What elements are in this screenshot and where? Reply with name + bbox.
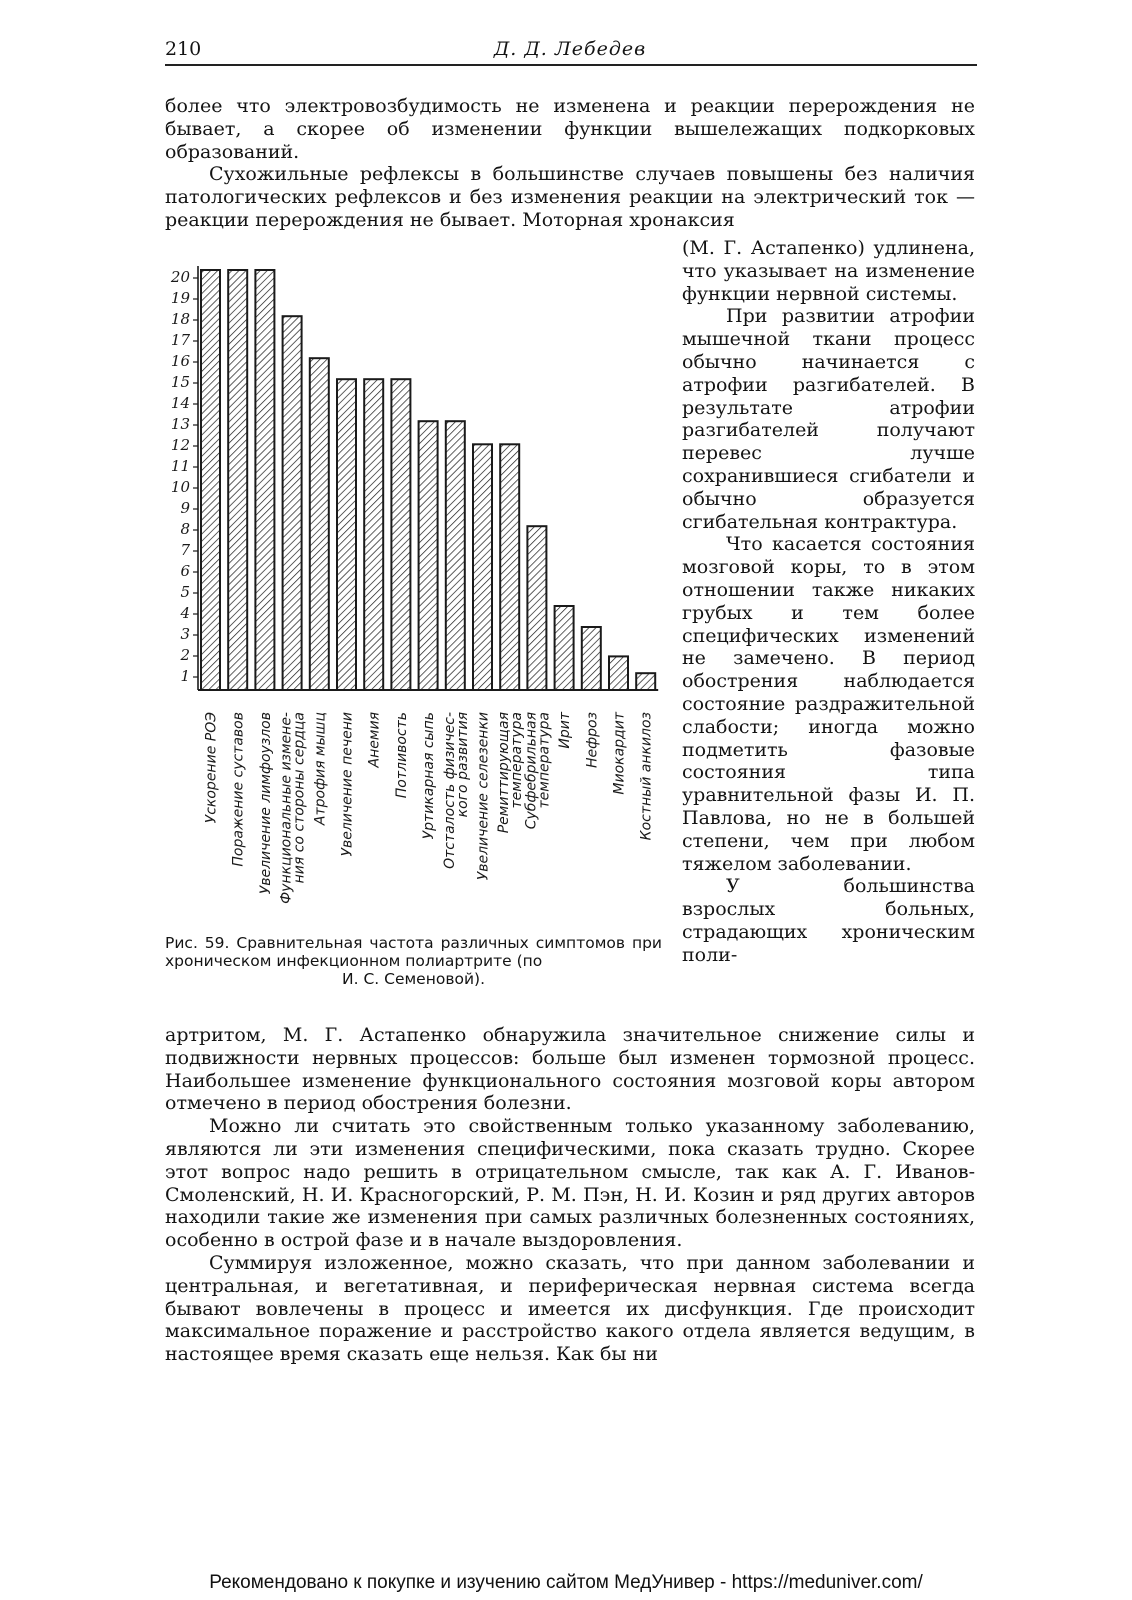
y-tick-label: 7 — [180, 541, 190, 559]
category-label: Отсталость физичес- — [441, 712, 458, 869]
y-tick-label: 15 — [170, 373, 190, 391]
footer-note — [0, 1572, 1132, 1594]
bar — [582, 627, 601, 690]
category-label: Атрофия мышц — [312, 712, 329, 826]
bar — [337, 379, 356, 690]
y-tick-label: 14 — [170, 394, 190, 412]
symptom-frequency-chart — [155, 255, 675, 945]
bar — [500, 444, 519, 690]
category-label: Ускорение РОЭ — [203, 712, 220, 824]
paragraph: (М. Г. Астапенко) удлинена, что указывает на изменение функции нервной системы. — [682, 237, 975, 305]
y-tick-label: 16 — [170, 352, 190, 370]
category-label: Потливость — [393, 712, 410, 799]
page-number: 210 — [165, 38, 202, 60]
y-tick-label: 12 — [170, 436, 190, 454]
bar — [636, 673, 655, 690]
y-tick-label: 10 — [170, 478, 190, 496]
category-label: Ремиттирующая — [496, 712, 513, 834]
paragraph: Суммируя изложенное, можно сказать, что при данном заболевании и центральная, и вегетативная, и периферическая нервная система всегда бывают вовлечены в процесс и имеется их дисфункция. Где происходит максимальное поражение и расстройство какого отдела является ведущим, в настоящее время сказать еще нельзя. Как бы ни — [165, 1251, 975, 1366]
category-label: Уртикарная сыпь — [421, 712, 438, 840]
bar — [527, 526, 546, 690]
y-tick-label: 6 — [180, 562, 190, 580]
text-block-bottom — [165, 1024, 975, 1366]
category-label: температура — [509, 712, 526, 809]
footer-text: Рекомендовано к покупке и изучению сайтом МедУнивер - https://meduniver.com/ — [209, 1572, 923, 1593]
category-label: Костный анкилоз — [638, 712, 655, 841]
category-label: Поражение суставов — [230, 712, 247, 867]
y-tick-label: 18 — [170, 310, 190, 328]
figure-59 — [155, 255, 675, 945]
paragraph: Что касается состояния мозговой коры, то в этом отношении также никаких грубых и тем более специфических изменений не замечено. В период обострения наблюдается состояние раздражительной слабости; иногда можно подметить фазовые состояния типа уравнительной фазы И. П. Павлова, но не в большей степени, чем при любом тяжелом заболевании. — [682, 533, 975, 875]
category-label: Ирит — [557, 712, 574, 749]
y-tick-label: 20 — [170, 268, 190, 286]
running-title: Д. Д. Лебедев — [493, 38, 647, 60]
y-tick-label: 1 — [180, 667, 190, 685]
header-rule — [165, 64, 977, 66]
y-tick-label: 9 — [180, 499, 190, 517]
bar — [255, 270, 274, 690]
bar — [391, 379, 410, 690]
bar — [419, 421, 438, 690]
bar — [283, 316, 302, 690]
y-tick-label: 8 — [180, 520, 190, 538]
bar — [201, 270, 220, 690]
category-label: Анемия — [366, 712, 383, 768]
y-tick-label: 19 — [170, 289, 190, 307]
bar — [364, 379, 383, 690]
text-block-top — [165, 95, 975, 232]
category-label: Увеличение лимфоузлов — [257, 712, 274, 895]
page-header — [165, 38, 975, 64]
paragraph: артритом, М. Г. Астапенко обнаружила значительное снижение силы и подвижности нервных процессов: больше был изменен тормозной процесс. Наибольшее изменение функционального состояния мозговой коры автором отмечено в период обострения болезни. — [165, 1024, 975, 1115]
paragraph: При развитии атрофии мышечной ткани процесс обычно начинается с атрофии разгибателей. В результате атрофии разгибателей получают перевес лучше сохранившиеся сгибатели и обычно образуется сгибательная контрактура. — [682, 305, 975, 533]
bar — [473, 444, 492, 690]
category-label: Субфебрильная — [523, 712, 540, 830]
category-label: Миокардит — [611, 712, 628, 795]
category-label: ния со стороны сердца — [291, 712, 308, 884]
category-label: Увеличение селезенки — [475, 712, 492, 881]
y-tick-label: 5 — [180, 583, 190, 601]
paragraph: Можно ли считать это свойственным только указанному заболеванию, являются ли эти изменения специфическими, пока сказать трудно. Скорее этот вопрос надо решить в отрицательном смысле, так как А. Г. Иванов-Смоленский, Н. И. Красногорский, Р. М. Пэн, Н. И. Козин и ряд других авторов находили такие же изменения при самых различных болезненных состояниях, особенно в острой фазе и в начале выздоровления. — [165, 1115, 975, 1252]
category-label: Увеличение печени — [339, 712, 356, 857]
caption-source: И. С. Семеновой). — [342, 970, 485, 988]
bar — [310, 358, 329, 690]
bar — [609, 656, 628, 690]
paragraph: Сухожильные рефлексы в большинстве случаев повышены без наличия патологических рефлексов и без изменения реакции на электрический ток — реакции перерождения не бывает. Моторная хронаксия — [165, 163, 975, 231]
category-label: кого развития — [454, 712, 471, 818]
y-tick-label: 11 — [170, 457, 190, 475]
paragraph: У большинства взрослых больных, страдающих хроническим поли- — [682, 875, 975, 966]
y-tick-label: 3 — [180, 625, 190, 643]
bar — [446, 421, 465, 690]
y-tick-label: 17 — [170, 331, 190, 349]
category-label: Функциональные измене- — [278, 712, 295, 904]
y-tick-label: 4 — [180, 604, 190, 622]
bar — [228, 270, 247, 690]
paragraph: более что электровозбудимость не изменена и реакции перерождения не бывает, а скорее об изменении функции вышележащих подкорковых образований. — [165, 95, 975, 163]
text-block-side — [682, 237, 975, 967]
category-label: температура — [536, 712, 553, 809]
bar — [555, 606, 574, 690]
y-tick-label: 2 — [180, 646, 190, 664]
category-label: Нефроз — [584, 712, 601, 769]
caption-text: Рис. 59. Сравнительная частота различных симптомов при хроническом инфекционном полиартрите (по — [165, 934, 662, 970]
figure-caption — [165, 934, 662, 988]
y-tick-label: 13 — [170, 415, 190, 433]
